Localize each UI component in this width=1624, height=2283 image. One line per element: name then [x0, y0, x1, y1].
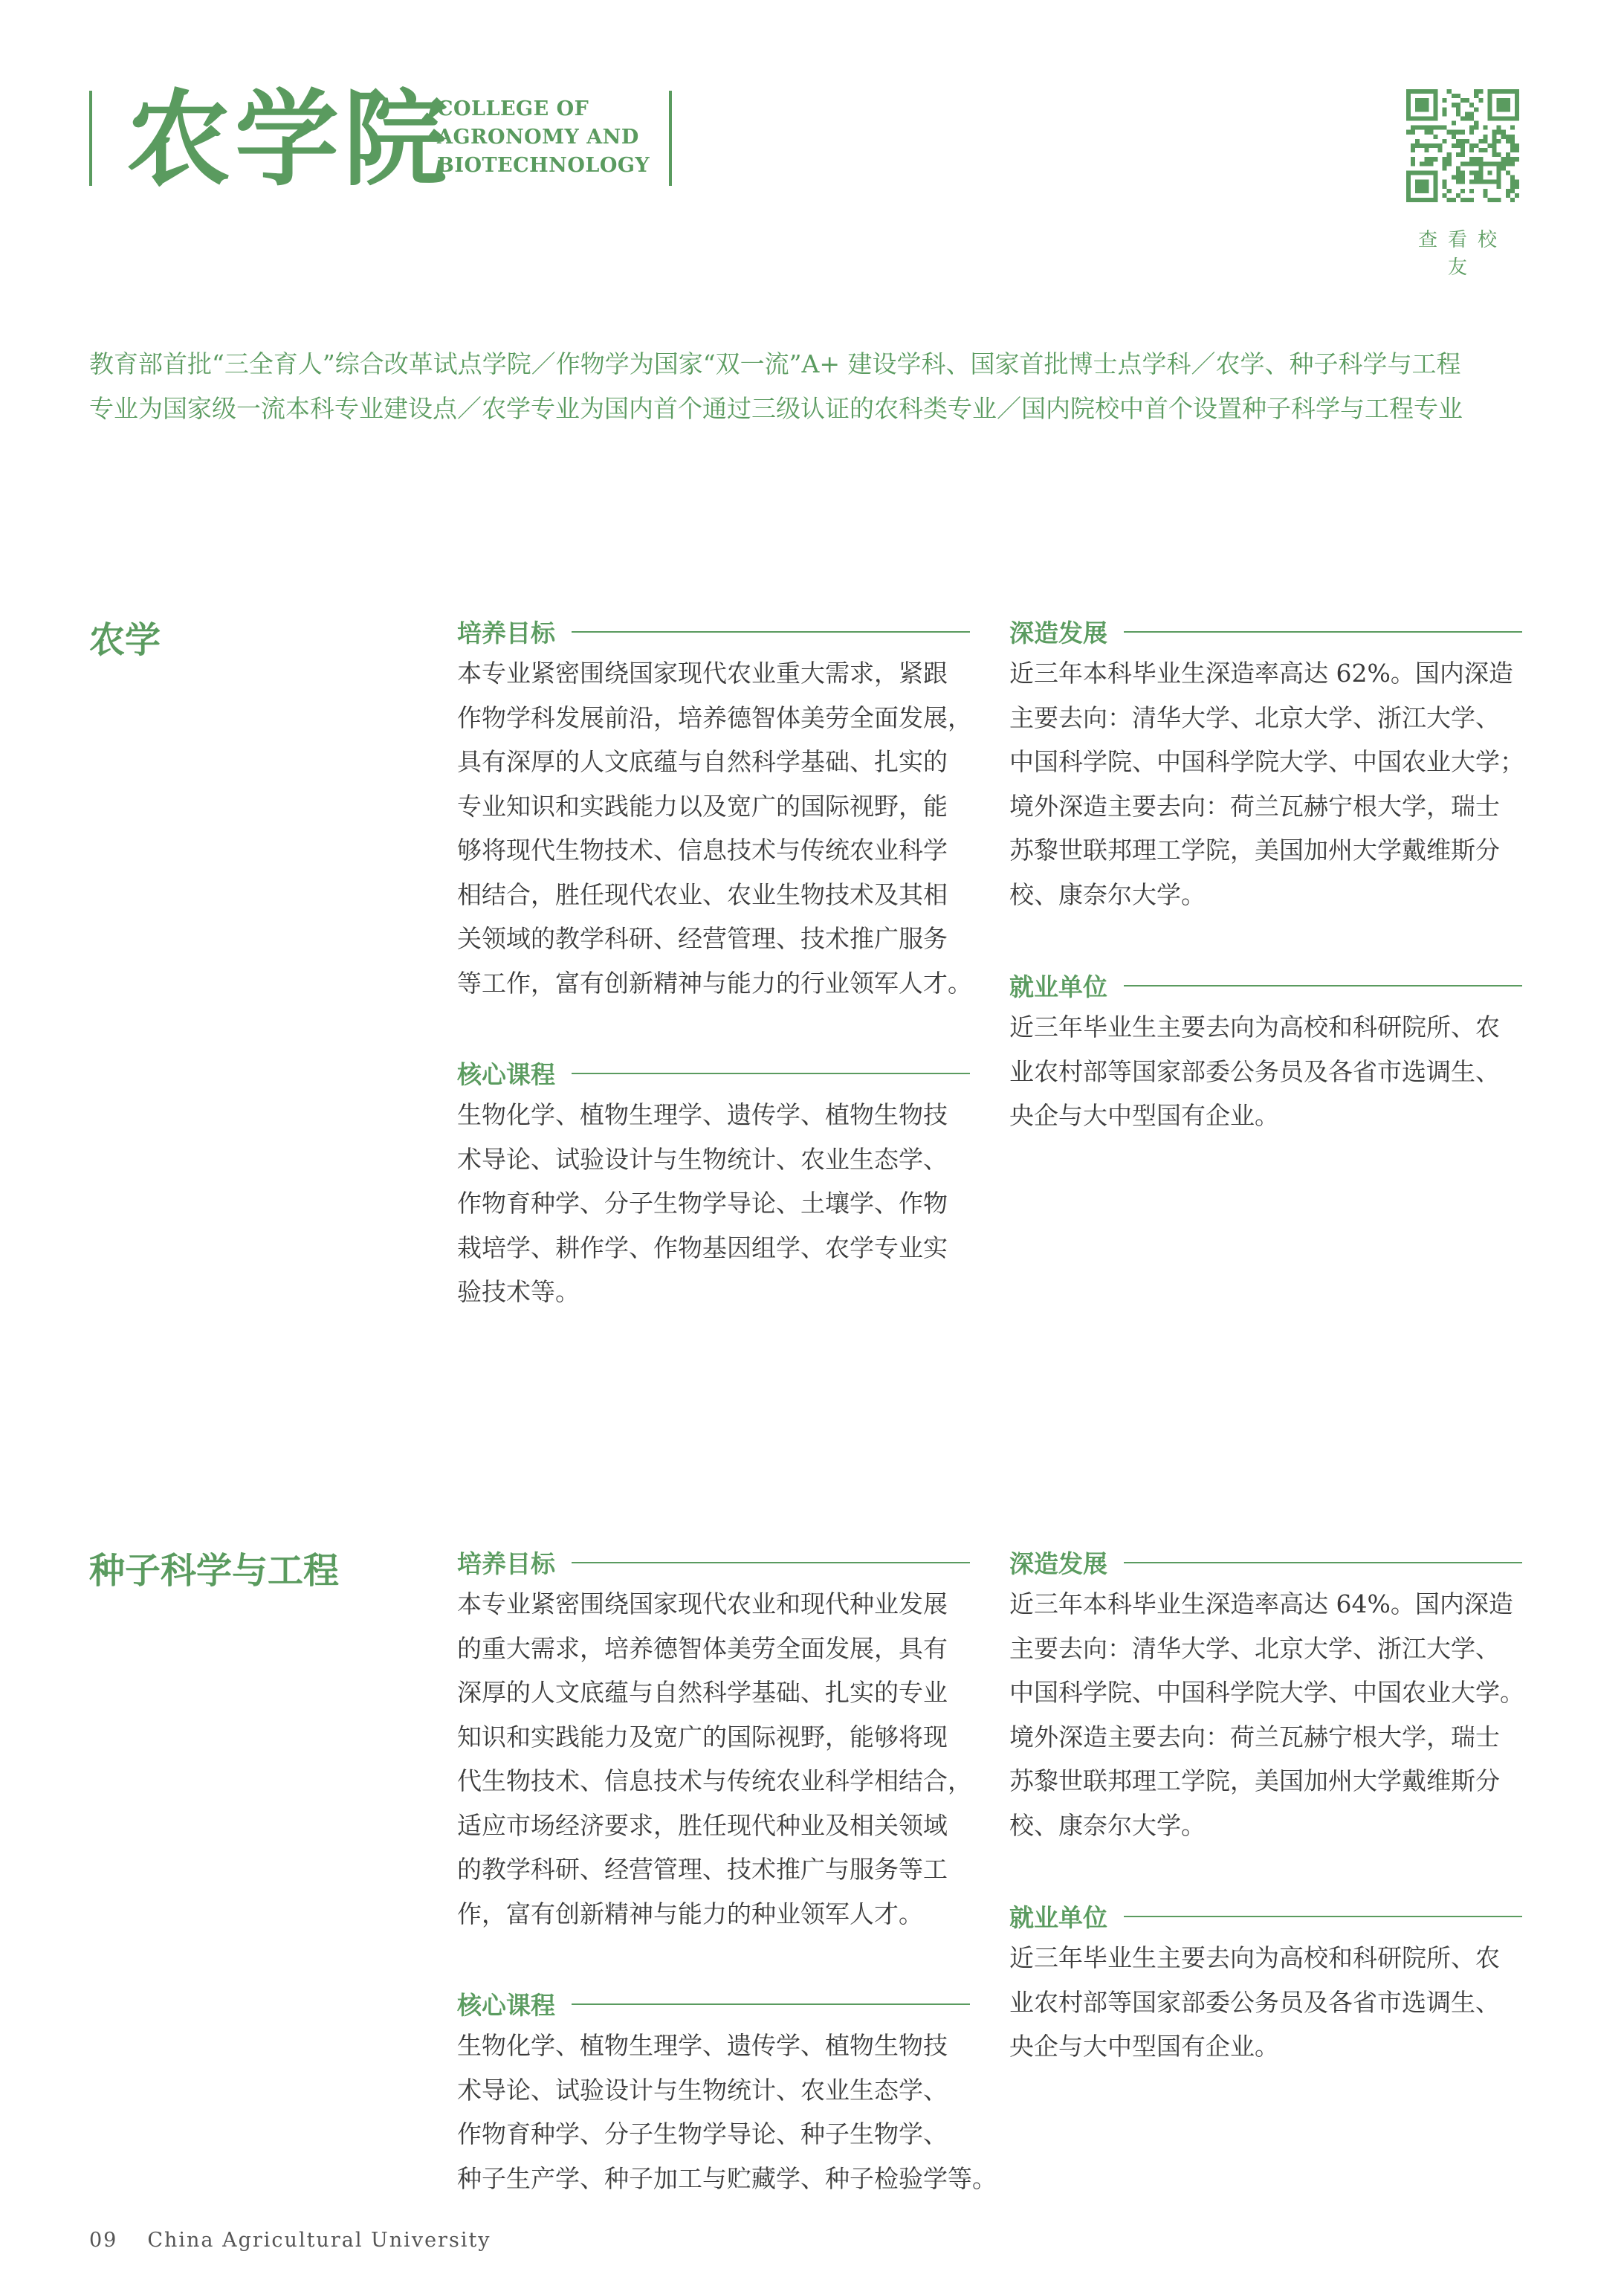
- footer-university: China Agricultural University: [147, 2229, 491, 2252]
- qr-code-icon[interactable]: [1406, 89, 1519, 202]
- section-body-goal: 本专业紧密围绕国家现代农业和现代种业发展 的重大需求，培养德智体美劳全面发展，具有 深厚的人文底蕴与自然科学基础、扎实的专业 知识和实践能力及宽广的国际视野，能够将现 代生物技术、信息技术与传统农业科学相结合， 适应市场经济要求，胜任现代种业及相关领域 的教学科研、经营管理、技术推广与服务等工 作，富有创新精神与能力的种业领军人才。: [457, 1589, 972, 1928]
- college-title-cn: 农学院: [126, 79, 453, 201]
- section-heading-goal: 培养目标: [457, 614, 970, 649]
- section-body-study: 近三年本科毕业生深造率高达 62%。国内深造 主要去向：清华大学、北京大学、浙江大学、 中国科学院、中国科学院大学、中国农业大学； 境外深造主要去向：荷兰瓦赫宁根大学，瑞士 苏黎世联邦理工学院，美国加州大学戴维斯分 校、康奈尔大学。: [1009, 659, 1524, 909]
- section-body-study: 近三年本科毕业生深造率高达 64%。国内深造 主要去向：清华大学、北京大学、浙江大学、 中国科学院、中国科学院大学、中国农业大学。 境外深造主要去向：荷兰瓦赫宁根大学，瑞士 苏黎世联邦理工学院，美国加州大学戴维斯分 校、康奈尔大学。: [1009, 1589, 1524, 1840]
- college-intro: [89, 342, 1539, 431]
- college-title-en-line: BIOTECHNOLOGY: [437, 154, 650, 177]
- page-number: 09: [89, 2229, 118, 2252]
- title-left-bar: [89, 91, 92, 186]
- section-heading-study: 深造发展: [1009, 1545, 1522, 1580]
- section-heading-courses: 核心课程: [457, 1056, 970, 1091]
- qr-caption[interactable]: 查看校友: [1417, 229, 1507, 279]
- section-body-courses: 生物化学、植物生理学、遗传学、植物生物技 术导论、试验设计与生物统计、农业生态学、 作物育种学、分子生物学导论、种子生物学、 种子生产学、种子加工与贮藏学、种子检验学等。: [457, 2031, 997, 2193]
- section-heading-jobs: 就业单位: [1009, 968, 1522, 1003]
- section-body-jobs: 近三年毕业生主要去向为高校和科研院所、农 业农村部等国家部委公务员及各省市选调生、 央企与大中型国有企业。: [1009, 1013, 1500, 1130]
- section-body-goal: 本专业紧密围绕国家现代农业重大需求，紧跟 作物学科发展前沿，培养德智体美劳全面发展， 具有深厚的人文底蕴与自然科学基础、扎实的 专业知识和实践能力以及宽广的国际视野，能 够将现代生物技术、信息技术与传统农业科学 相结合，胜任现代农业、农业生物技术及其相 关领域的教学科研、经营管理、技术推广服务 等工作，富有创新精神与能力的行业领军人才。: [457, 659, 972, 998]
- intro-line: 专业为国家级一流本科专业建设点／农学专业为国内首个通过三级认证的农科类专业／国内院校中首个设置种子科学与工程专业: [89, 394, 1463, 423]
- section-body-jobs: 近三年毕业生主要去向为高校和科研院所、农 业农村部等国家部委公务员及各省市选调生、 央企与大中型国有企业。: [1009, 1943, 1500, 2061]
- college-title-en: [437, 95, 650, 180]
- college-title-en-line: COLLEGE OF: [437, 97, 589, 120]
- page-footer: [89, 2229, 491, 2252]
- section-heading-study: 深造发展: [1009, 614, 1522, 649]
- section-heading-goal: 培养目标: [457, 1545, 970, 1580]
- title-right-bar: [669, 91, 672, 186]
- major-title-agronomy: 农学: [89, 619, 161, 661]
- college-title-en-line: AGRONOMY AND: [437, 126, 639, 149]
- major-title-seed-science: 种子科学与工程: [89, 1550, 340, 1592]
- section-body-courses: 生物化学、植物生理学、遗传学、植物生物技 术导论、试验设计与生物统计、农业生态学、 作物育种学、分子生物学导论、土壤学、作物 栽培学、耕作学、作物基因组学、农学专业实 验技术等。: [457, 1100, 948, 1306]
- intro-line: 教育部首批“三全育人”综合改革试点学院／作物学为国家“双一流”A+ 建设学科、国家首批博士点学科／农学、种子科学与工程: [89, 349, 1461, 378]
- section-heading-jobs: 就业单位: [1009, 1899, 1522, 1934]
- section-heading-courses: 核心课程: [457, 1986, 970, 2021]
